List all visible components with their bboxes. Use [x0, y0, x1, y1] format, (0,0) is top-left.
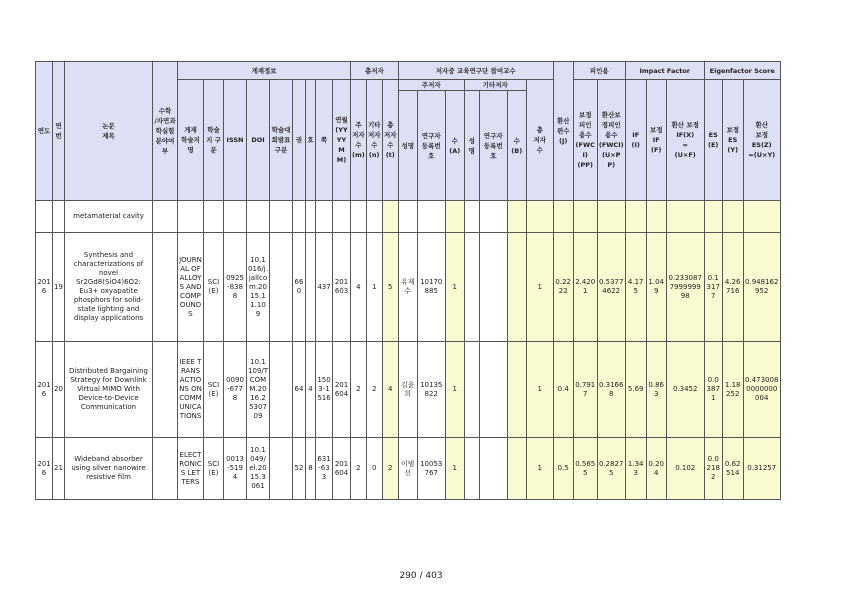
cell-name: [398, 201, 417, 233]
col-esy: 보정 ES (Y): [722, 80, 743, 201]
col-f: 보정 IF (F): [646, 80, 666, 201]
cell-name2: [464, 438, 479, 500]
col-doi: DOI: [247, 80, 270, 201]
cell-journal-class: [204, 201, 224, 233]
cell-tot: [526, 201, 553, 233]
cell-journal: JOURNAL OF ALLOYS AND COMPOUNDS: [178, 233, 204, 342]
cell-f: 0.204: [646, 438, 666, 500]
col-main-authors: 주 저자 수 (m): [351, 80, 367, 201]
cell-n: 2: [366, 342, 382, 438]
cell-no: 8: [306, 438, 316, 500]
cell-name2: [464, 233, 479, 342]
cell-no: [306, 201, 316, 233]
cell-pages: 437: [316, 233, 333, 342]
cell-tot: 1: [526, 233, 553, 342]
group-authors: 총저자: [351, 62, 399, 80]
cell-pp: 2.4201: [573, 233, 597, 342]
cell-e: 0.02182: [704, 438, 722, 500]
cell-pages: [316, 201, 333, 233]
cell-journal-class: SCI(E): [204, 342, 224, 438]
cell-name2: [464, 201, 479, 233]
cell-x: [666, 201, 704, 233]
cell-journal: ELECTRONICS LETTERS: [178, 438, 204, 500]
group-impact: Impact Factor: [625, 62, 704, 80]
cell-b: [507, 438, 526, 500]
cell-name: 이범선: [398, 438, 417, 500]
col-name: 성명: [398, 91, 417, 201]
cell-vol: 52: [293, 438, 306, 500]
cell-b: [507, 201, 526, 233]
cell-j: 0.4: [553, 342, 573, 438]
cell-z: 0.31257: [743, 438, 780, 500]
cell-name2: [464, 342, 479, 438]
cell-y: 1.18252: [722, 342, 743, 438]
table-row: [36, 233, 781, 342]
cell-t: 5: [382, 233, 398, 342]
cell-local-class: [270, 201, 293, 233]
cell-reg: 10135822: [417, 342, 445, 438]
col-journal: 게재 학술지 명: [178, 80, 204, 201]
cell-reg: [417, 201, 445, 233]
cell-category: [153, 201, 178, 233]
group-other-author: 기타저자: [464, 80, 526, 91]
col-conv-count: 환산 편수 (J): [553, 62, 573, 201]
cell-t: 4: [382, 342, 398, 438]
cell-journal: IEEE TRANSACTIONS ON COMMUNICATIONS: [178, 342, 204, 438]
cell-f: 1.049: [646, 233, 666, 342]
cell-n: 1: [366, 233, 382, 342]
cell-doi: 10.1016/j.jallcom.2015.11.109: [247, 233, 270, 342]
cell-title: Synthesis and characterizations of novel Sr2Gd8(SiO4)6O2: Eu3+ oxyapatite phosphors for solid-state lighting and display applications: [65, 233, 153, 342]
group-main-author: 주저자: [398, 80, 464, 91]
group-citation: 피인용: [573, 62, 625, 80]
col-fwci: 환산보 정피인 용수 (FWCI) (U×PP): [597, 80, 625, 201]
cell-issn: [224, 201, 247, 233]
col-vol: 권: [293, 80, 306, 201]
cell-fwci: 0.28275: [597, 438, 625, 500]
cell-m: [351, 201, 367, 233]
cell-issn: 0090-6778: [224, 342, 247, 438]
cell-t: [382, 201, 398, 233]
cell-b: [507, 233, 526, 342]
cell-journal: [178, 201, 204, 233]
cell-title: Wideband absorber using silver nanowire resistive film: [65, 438, 153, 500]
cell-year: 2016: [36, 342, 53, 438]
col-esz: 환산 보정 ES(Z) =(U×Y): [743, 80, 780, 201]
cell-num: 20: [53, 342, 65, 438]
cell-if: 1.343: [625, 438, 646, 500]
cell-y: 0.62514: [722, 438, 743, 500]
cell-b: [507, 342, 526, 438]
cell-doi: 10.1109/TCOMM.2016.2530709: [247, 342, 270, 438]
cell-local-class: [270, 342, 293, 438]
cell-if: 5.69: [625, 342, 646, 438]
cell-num: [53, 201, 65, 233]
cell-pp: [573, 201, 597, 233]
cell-pp: 0.7917: [573, 342, 597, 438]
cell-n: 0: [366, 438, 382, 500]
cell-reg2: [479, 342, 507, 438]
cell-n: [366, 201, 382, 233]
cell-reg2: [479, 438, 507, 500]
cell-name: 김윤희: [398, 342, 417, 438]
cell-category: [153, 342, 178, 438]
col-local-class: 학술대 회발표 구분: [270, 80, 293, 201]
cell-issn: 0925-8388: [224, 233, 247, 342]
cell-year: 2016: [36, 233, 53, 342]
cell-z: 0.948162952: [743, 233, 780, 342]
col-count-a: 수 (A): [445, 91, 464, 201]
col-pages: 쪽: [316, 80, 333, 201]
cell-num: 19: [53, 233, 65, 342]
col-pp: 보정 피인 용수 (FWC I) (PP): [573, 80, 597, 201]
group-pub-info: 게재정보: [178, 62, 351, 80]
cell-a: [445, 201, 464, 233]
cell-f: 0.863: [646, 342, 666, 438]
cell-e: [704, 201, 722, 233]
col-total-authors: 총 저자 수 (t): [382, 80, 398, 201]
cell-doi: [247, 201, 270, 233]
table-row: [36, 201, 781, 233]
cell-z: [743, 201, 780, 233]
cell-t: 2: [382, 438, 398, 500]
cell-reg2: [479, 201, 507, 233]
cell-j: 0.5: [553, 438, 573, 500]
cell-tot: 1: [526, 342, 553, 438]
cell-local-class: [270, 438, 293, 500]
col-name2: 성명: [464, 91, 479, 201]
cell-vol: 64: [293, 342, 306, 438]
cell-local-class: [270, 233, 293, 342]
cell-date: 201604: [333, 342, 351, 438]
col-total-part: 총 저자 수: [526, 80, 553, 201]
cell-m: 4: [351, 233, 367, 342]
cell-reg: 10053767: [417, 438, 445, 500]
cell-category: [153, 438, 178, 500]
cell-doi: 10.1049/el.2015.3061: [247, 438, 270, 500]
cell-x: 0.102: [666, 438, 704, 500]
cell-issn: 0013-5194: [224, 438, 247, 500]
cell-pages: 1503-1516: [316, 342, 333, 438]
cell-fwci: [597, 201, 625, 233]
cell-category: [153, 233, 178, 342]
cell-date: [333, 201, 351, 233]
cell-pp: 0.5655: [573, 438, 597, 500]
cell-a: 1: [445, 438, 464, 500]
cell-pages: 631-633: [316, 438, 333, 500]
cell-year: [36, 201, 53, 233]
cell-a: 1: [445, 233, 464, 342]
cell-y: 4.26716: [722, 233, 743, 342]
cell-m: 2: [351, 342, 367, 438]
col-no: 호: [306, 80, 316, 201]
cell-no: 4: [306, 342, 316, 438]
table-row: [36, 438, 781, 500]
cell-vol: [293, 201, 306, 233]
research-paper-table: [35, 61, 781, 500]
cell-date: 201604: [333, 438, 351, 500]
table-row: [36, 342, 781, 438]
cell-e: 0.13177: [704, 233, 722, 342]
cell-journal-class: SCI(E): [204, 438, 224, 500]
cell-reg2: [479, 233, 507, 342]
page-number: 290 / 403: [399, 571, 443, 581]
cell-title: metamaterial cavity: [65, 201, 153, 233]
cell-e: 0.03871: [704, 342, 722, 438]
col-category: 수학 /자연과 학실험 분야여 부: [153, 62, 178, 201]
cell-m: 2: [351, 438, 367, 500]
cell-if: 4.175: [625, 233, 646, 342]
cell-name: 유재수: [398, 233, 417, 342]
cell-reg: 10170885: [417, 233, 445, 342]
cell-if: [625, 201, 646, 233]
cell-z: 0.4730080000000004: [743, 342, 780, 438]
col-year: 연도: [36, 62, 53, 201]
cell-no: [306, 233, 316, 342]
cell-fwci: 0.31668: [597, 342, 625, 438]
col-date: 연월 (YYYY MM): [333, 80, 351, 201]
cell-num: 21: [53, 438, 65, 500]
cell-j: 0.2222: [553, 233, 573, 342]
cell-j: [553, 201, 573, 233]
col-issn: ISSN: [224, 80, 247, 201]
col-count-b: 수 (B): [507, 91, 526, 201]
col-num: 연번: [53, 62, 65, 201]
cell-date: 201603: [333, 233, 351, 342]
cell-a: 1: [445, 342, 464, 438]
col-other-authors: 기타 저자 수 (n): [366, 80, 382, 201]
cell-x: 0.3452: [666, 342, 704, 438]
col-journal-class: 학술 지 구 분: [204, 80, 224, 201]
group-participants: 저자중 교육연구단 참여교수: [398, 62, 553, 80]
cell-year: 2016: [36, 438, 53, 500]
col-reg-no: 연구자 등록번 호: [417, 91, 445, 201]
cell-title: Distributed Bargaining Strategy for Downlink Virtual MIMO With Device-to-Device Communication: [65, 342, 153, 438]
col-if: IF (I): [625, 80, 646, 201]
cell-vol: 660: [293, 233, 306, 342]
cell-fwci: 0.53774622: [597, 233, 625, 342]
cell-journal-class: SCI(E): [204, 233, 224, 342]
col-xif: 환산 보정 IF(X) = (U×F): [666, 80, 704, 201]
cell-x: 0.233087799999998: [666, 233, 704, 342]
cell-f: [646, 201, 666, 233]
group-eigen: Eigenfactor Score: [704, 62, 780, 80]
cell-tot: 1: [526, 438, 553, 500]
cell-y: [722, 201, 743, 233]
col-es: ES (E): [704, 80, 722, 201]
col-reg-no2: 연구자 등록번 호: [479, 91, 507, 201]
col-title: 논문 제목: [65, 62, 153, 201]
